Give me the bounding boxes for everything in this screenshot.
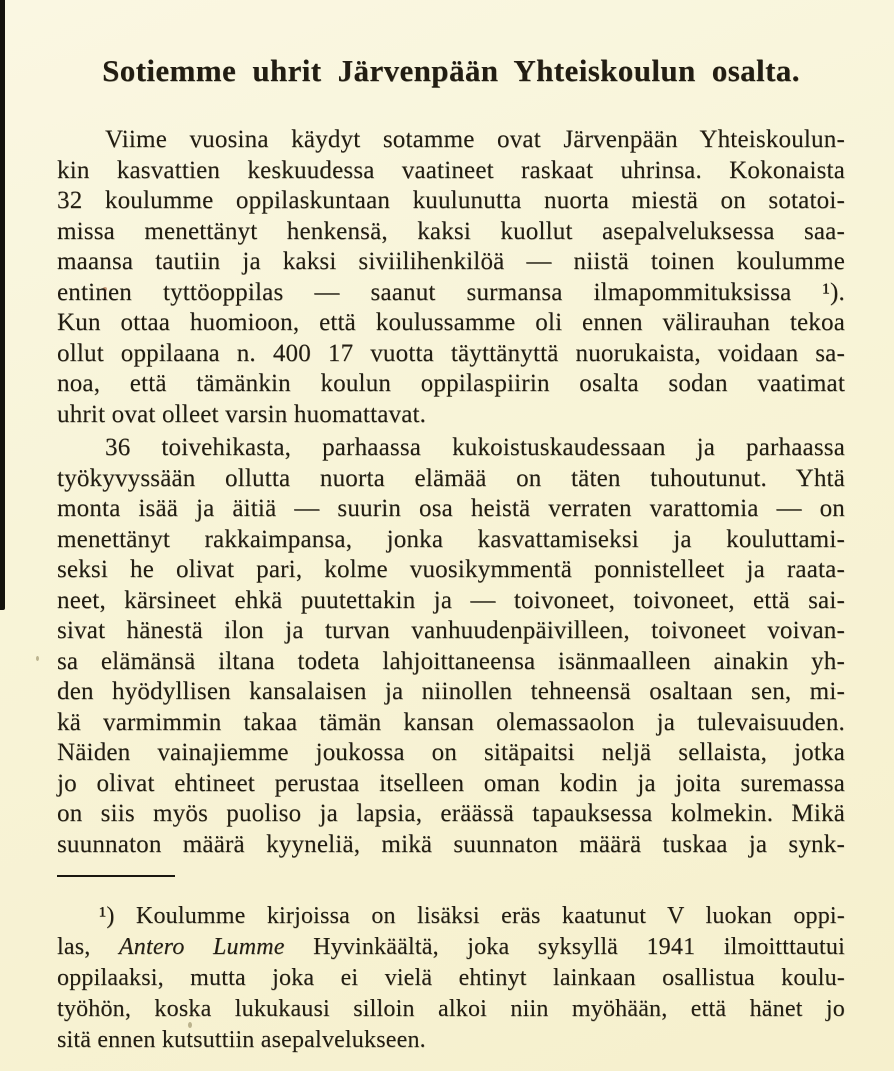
text-line: 36 toivehikasta, parhaassa kukoistuskaudessaan ja parhaassa xyxy=(105,434,845,461)
text-line: 32 koulumme oppilaskuntaan kuulunutta nuorta miestä on sotatoi- xyxy=(57,187,845,214)
text-line-with-footnote-ref: entinen tyttöoppilas — saanut surmansa ilmapommituksissa ¹). xyxy=(57,278,845,306)
footnote-text-segment: las, xyxy=(57,934,119,960)
text-line: Viime vuosina käydyt sotamme ovat Järvenpään Yhteiskoulun- xyxy=(105,126,845,153)
text-line: Kun ottaa huomioon, että koulussamme oli ennen välirauhan tekoa xyxy=(57,309,845,336)
footnote-line: sitä ennen kutsuttiin asepalvelukseen. xyxy=(57,1027,426,1053)
footnote xyxy=(57,901,845,1056)
page-title: Sotiemme uhrit Järvenpään Yhteiskoulun osalta. xyxy=(102,53,800,88)
footnote-line: oppilaaksi, mutta joka ei vielä ehtinyt lainkaan osallistua koulu- xyxy=(57,965,845,991)
text-line: on siis myös puoliso ja lapsia, eräässä tapauksessa kolmekin. Mikä xyxy=(57,800,845,827)
footnote-line: työhön, koska lukukausi silloin alkoi niin myöhään, että hänet jo xyxy=(57,996,845,1022)
text-line: seksi he olivat pari, kolme vuosikymmentä ponnistelleet ja raata- xyxy=(57,556,845,583)
text-line: suunnaton määrä kyyneliä, mikä suunnaton määrä tuskaa ja synk- xyxy=(57,830,845,858)
scan-speckle xyxy=(36,656,39,661)
paragraph-2 xyxy=(57,433,845,860)
text-line: työkyvyssään ollutta nuorta elämää on täten tuhoutunut. Yhtä xyxy=(57,464,845,492)
text-line: maansa tautiin ja kaksi siviilihenkilöä — niistä toinen koulumme xyxy=(57,248,845,275)
text-line: monta isää ja äitiä — suurin osa heistä verraten varattomia — on xyxy=(57,495,845,522)
text-line: sa elämänsä iltana todeta lahjoittaneensa isänmaalleen ainakin yh- xyxy=(57,647,845,675)
text-line: sivat hänestä ilon ja turvan vanhuudenpäivilleen, toivoneet voivan- xyxy=(57,617,845,644)
text-line: neet, kärsineet ehkä puutettakin ja — toivoneet, toivoneet, että sai- xyxy=(57,586,845,614)
text-line: Näiden vainajiemme joukossa on sitäpaitsi neljä sellaista, jotka xyxy=(57,739,845,766)
footnote-text-segment: Hyvinkäältä, joka syksyllä 1941 ilmoitttautui xyxy=(284,934,845,960)
text-line: uhrit ovat olleet varsin huomattavat. xyxy=(57,400,427,428)
page-content xyxy=(57,0,845,1056)
text-line: ollut oppilaana n. 400 17 vuotta täyttänyttä nuorukaista, voidaan sa- xyxy=(57,339,845,367)
text-line: missa menettänyt henkensä, kaksi kuollut asepalveluksessa saa- xyxy=(57,217,845,245)
text-line: noa, että tämänkin koulun oppilaspiirin osalta sodan vaatimat xyxy=(57,370,845,397)
text-line: menettänyt rakkaimpansa, jonka kasvattamiseksi ja kouluttami- xyxy=(57,525,845,553)
footnote-line: ¹) Koulumme kirjoissa on lisäksi eräs kaatunut V luokan oppi- xyxy=(99,903,845,929)
scan-edge-artifact xyxy=(0,0,5,610)
text-line: kä varmimmin takaa tämän kansan olemassaolon ja tulevaisuuden. xyxy=(57,708,845,736)
text-line: kin kasvattien keskuudessa vaatineet raskaat uhrinsa. Kokonaista xyxy=(57,156,845,184)
person-name: Antero Lumme xyxy=(118,934,285,960)
paragraph-1 xyxy=(57,125,845,430)
footnote-line xyxy=(57,932,845,963)
text-line: den hyödyllisen kansalaisen ja niinollen tehneensä osaltaan sen, mi- xyxy=(57,678,845,705)
text-line: jo olivat ehtineet perustaa itselleen oman kodin ja joita suremassa xyxy=(57,769,845,797)
footnote-separator xyxy=(57,875,175,877)
